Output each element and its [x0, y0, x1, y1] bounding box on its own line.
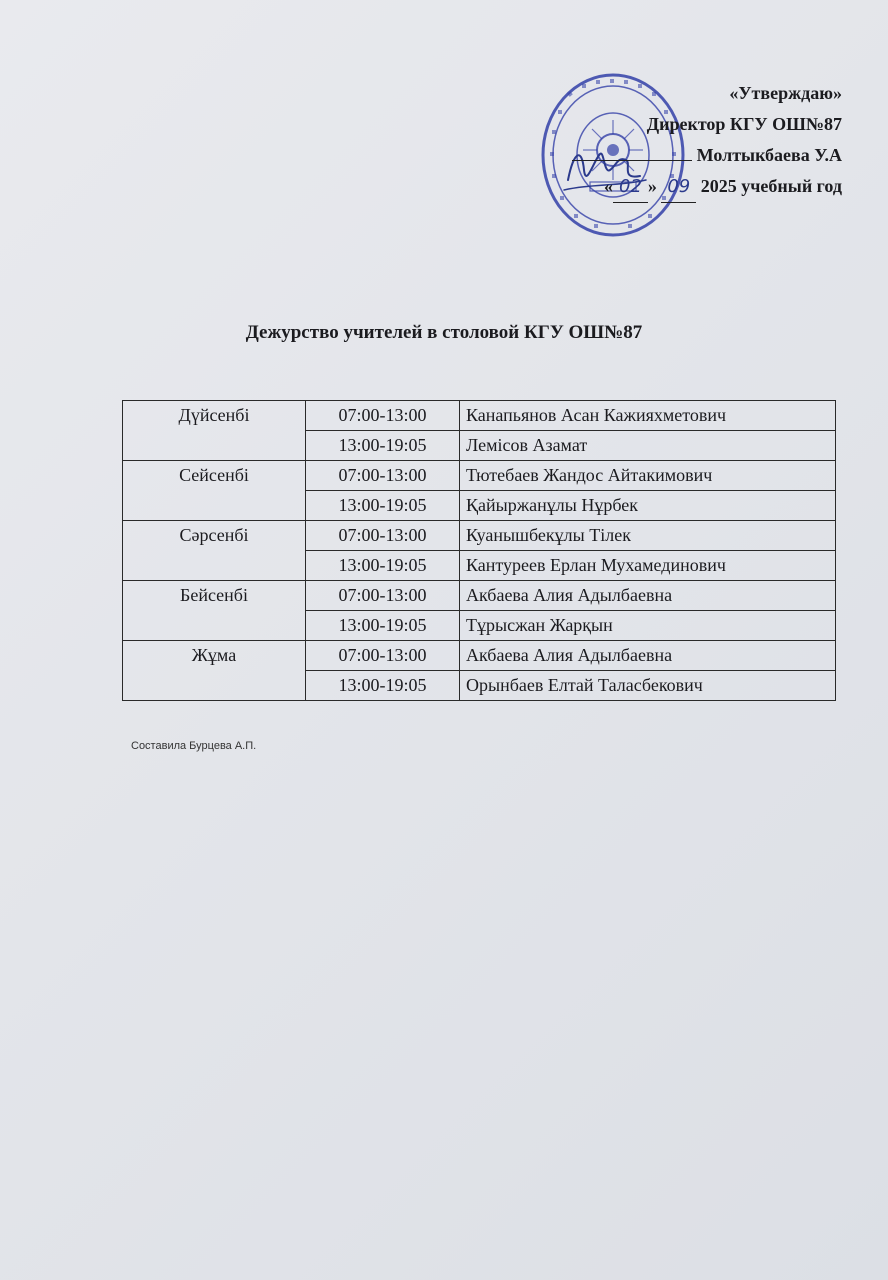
- day-cell: Сәрсенбі: [123, 521, 306, 581]
- teacher-cell: Лемісов Азамат: [460, 431, 836, 461]
- time-cell: 13:00-19:05: [306, 491, 460, 521]
- date-month: 09: [661, 171, 696, 203]
- teacher-cell: Орынбаев Елтай Таласбекович: [460, 671, 836, 701]
- director-signature-line: [462, 140, 842, 171]
- teacher-cell: Акбаева Алия Адылбаевна: [460, 581, 836, 611]
- teacher-cell: Куанышбекұлы Тілек: [460, 521, 836, 551]
- teacher-cell: Тютебаев Жандос Айтакимович: [460, 461, 836, 491]
- time-cell: 07:00-13:00: [306, 521, 460, 551]
- time-cell: 13:00-19:05: [306, 551, 460, 581]
- teacher-cell: Кантуреев Ерлан Мухамединович: [460, 551, 836, 581]
- time-cell: 13:00-19:05: [306, 431, 460, 461]
- time-cell: 07:00-13:00: [306, 641, 460, 671]
- date-close-quote: »: [647, 176, 657, 196]
- teacher-cell: Канапьянов Асан Кажияхметович: [460, 401, 836, 431]
- date-open-quote: «: [603, 176, 613, 196]
- signature-underline: [572, 142, 692, 161]
- table-row: [123, 401, 836, 431]
- day-cell: Дүйсенбі: [123, 401, 306, 461]
- director-position: Директор КГУ ОШ№87: [646, 114, 842, 134]
- date-day: 02: [613, 171, 648, 203]
- table-row: [123, 461, 836, 491]
- time-cell: 07:00-13:00: [306, 401, 460, 431]
- academic-year: 2025 учебный год: [700, 176, 842, 196]
- time-cell: 07:00-13:00: [306, 581, 460, 611]
- day-cell: Жұма: [123, 641, 306, 701]
- teacher-cell: Тұрысжан Жарқын: [460, 611, 836, 641]
- table-row: [123, 581, 836, 611]
- approval-heading: «Утверждаю»: [729, 83, 842, 103]
- time-cell: 13:00-19:05: [306, 611, 460, 641]
- teacher-cell: Акбаева Алия Адылбаевна: [460, 641, 836, 671]
- document-title: Дежурство учителей в столовой КГУ ОШ№87: [245, 322, 643, 343]
- compiled-by-note: Составила Бурцева А.П.: [131, 740, 257, 752]
- approval-date: [462, 171, 842, 203]
- director-name: Молтыкбаева У.А: [696, 145, 842, 165]
- table-row: [123, 641, 836, 671]
- approval-block: [462, 78, 842, 203]
- duty-schedule-table: [122, 400, 836, 701]
- table-row: [123, 521, 836, 551]
- time-cell: 07:00-13:00: [306, 461, 460, 491]
- time-cell: 13:00-19:05: [306, 671, 460, 701]
- teacher-cell: Қайыржанұлы Нұрбек: [460, 491, 836, 521]
- day-cell: Бейсенбі: [123, 581, 306, 641]
- day-cell: Сейсенбі: [123, 461, 306, 521]
